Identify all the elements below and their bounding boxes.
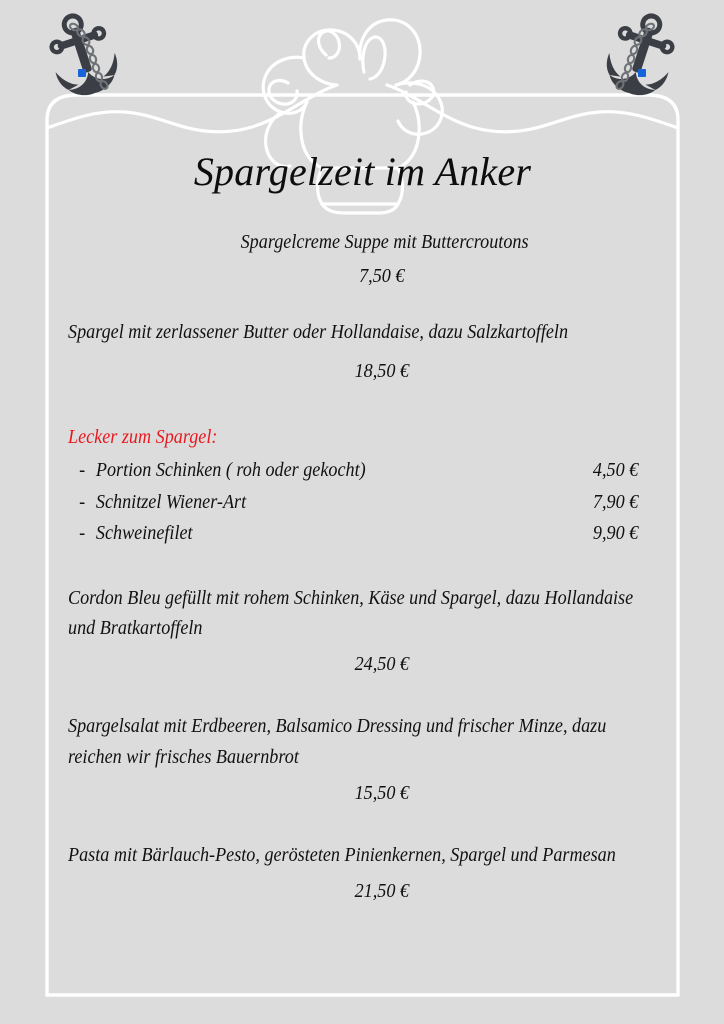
menu-item-price: 18,50 €: [354, 360, 409, 382]
menu-item-salad: [68, 712, 657, 809]
list-item-label: Portion Schinken ( roh oder gekocht): [95, 460, 366, 482]
list-item: [68, 455, 657, 487]
menu-item-pasta: [68, 841, 657, 907]
list-item-label: Schweinefilet: [95, 523, 193, 545]
menu-item-name: Spargel mit zerlassener Butter oder Hollandaise, dazu Salzkartoffeln: [68, 322, 569, 344]
list-item-label: Schnitzel Wiener-Art: [95, 491, 247, 513]
menu-content: [47, 96, 678, 995]
extras-section: [68, 423, 657, 550]
menu-item-name: Pasta mit Bärlauch-Pesto, gerösteten Pinienkernen, Spargel und Parmesan: [68, 845, 616, 867]
menu-item-name: Spargelcreme Suppe mit Buttercroutons: [240, 232, 529, 253]
menu-item-name: Cordon Bleu gefüllt mit rohem Schinken, Käse und Spargel, dazu Hollandaise und Bratkartoffeln: [68, 587, 634, 640]
anchor-icon-right: [599, 7, 683, 103]
list-item: [68, 487, 657, 519]
anchor-gem: [638, 69, 646, 77]
menu-item-price: 15,50 €: [354, 782, 409, 804]
menu-item-soup: [68, 228, 657, 292]
menu-item-price: 7,50 €: [359, 266, 405, 288]
list-item-price: 4,50 €: [592, 460, 639, 482]
list-bullet: -: [79, 523, 86, 545]
list-bullet: -: [79, 460, 86, 482]
list-item-price: 7,90 €: [592, 491, 639, 513]
extras-list: [68, 455, 657, 550]
anchor-icon-left: [40, 7, 124, 103]
menu-item-price: 24,50 €: [354, 654, 409, 676]
page-title: Spargelzeit im Anker: [193, 149, 532, 194]
menu-item-classic: [68, 318, 657, 386]
anchor-chain-right: [615, 23, 655, 91]
list-bullet: -: [79, 491, 86, 513]
anchor-chain-left: [69, 23, 109, 91]
menu-item-name: Spargelsalat mit Erdbeeren, Balsamico Dressing und frischer Minze, dazu reichen wir frisches Bauernbrot: [68, 716, 607, 768]
list-item-price: 9,90 €: [592, 523, 639, 545]
extras-heading: Lecker zum Spargel:: [68, 426, 218, 448]
anchor-gem: [78, 69, 86, 77]
menu-item-price: 21,50 €: [354, 881, 409, 903]
menu-item-cordon-bleu: [68, 584, 657, 681]
list-item: [68, 518, 657, 550]
